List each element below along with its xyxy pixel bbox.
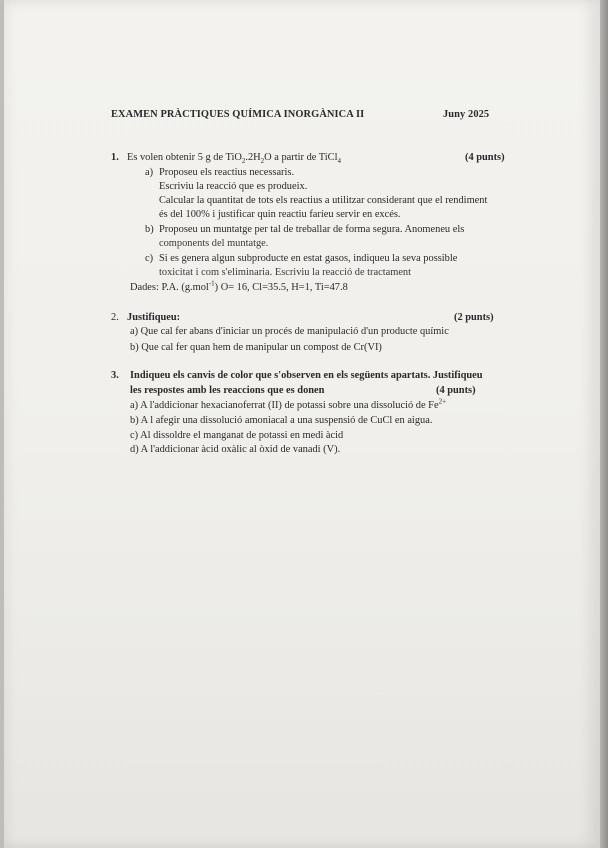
- q2-a: a) Que cal fer abans d'iniciar un procés de manipulació d'un producte químic: [130, 326, 449, 337]
- q1-c-label: c): [145, 253, 154, 264]
- exam-date: Juny 2025: [443, 109, 490, 120]
- q2-points: (2 punts): [454, 312, 494, 323]
- q3-line2: les respostes amb les reaccions que es donen: [130, 385, 325, 396]
- q1-data: Dades: P.A. (g.mol$^{-1}$) O= 16, Cl=35.5, H=1, Ti=47.8: [130, 279, 348, 293]
- q3-b: b) A l afegir una dissolució amoniacal a una suspensió de CuCl en aigua.: [130, 415, 433, 426]
- q2-b: b) Que cal fer quan hem de manipular un compost de Cr(VI): [130, 342, 382, 353]
- q3-c: c) Al dissoldre el manganat de potassi en medi àcid: [130, 430, 344, 441]
- q1-points: (4 punts): [465, 152, 505, 163]
- q3-number: 3.: [111, 370, 119, 381]
- q2-number: 2.: [111, 312, 119, 323]
- q1-a-line3: Calcular la quantitat de tots els reactius a utilitzar considerant que el rendiment: [159, 195, 488, 206]
- exam-title: EXAMEN PRÀCTIQUES QUÍMICA INORGÀNICA II: [111, 109, 365, 120]
- q1-b-line1: Proposeu un muntatge per tal de treballar de forma segura. Anomeneu els: [159, 224, 465, 235]
- q2-title: Justifiqueu:: [127, 312, 181, 323]
- q3-d: d) A l'addicionar àcid oxàlic al òxid de vanadi (V).: [130, 444, 341, 455]
- q3-a: a) A l'addicionar hexacianoferrat (II) de potassi sobre una dissolució de $Fe^{2+}$: [130, 397, 447, 411]
- q1-a-line4: és del 100% i justificar quin reactiu faríeu servir en excés.: [159, 209, 401, 220]
- q1-a-line2: Escriviu la reacció que es produeix.: [159, 181, 308, 192]
- q1-a-line1: Proposeu els reactius necessaris.: [159, 167, 295, 178]
- q1-c-line1: Si es genera algun subproducte en estat gasos, indiqueu la seva possible: [159, 253, 458, 264]
- q3-line1: Indiqueu els canvis de color que s'observen en els següents apartats. Justifiqueu: [130, 370, 483, 381]
- q1-a-label: a): [145, 167, 154, 178]
- q1-statement: Es volen obtenir 5 g de $TiO_2.2H_2O$ a partir de TiCl$_4$: [127, 152, 341, 166]
- q1-c-line2: toxicitat i com s'eliminaria. Escriviu la reacció de tractament: [159, 267, 412, 278]
- paper-edge-shadow: [600, 0, 608, 848]
- q1-b-line2: components del muntatge.: [159, 238, 269, 249]
- q1-b-label: b): [145, 224, 154, 235]
- q1-number: 1.: [111, 152, 119, 163]
- q3-points: (4 punts): [436, 385, 476, 396]
